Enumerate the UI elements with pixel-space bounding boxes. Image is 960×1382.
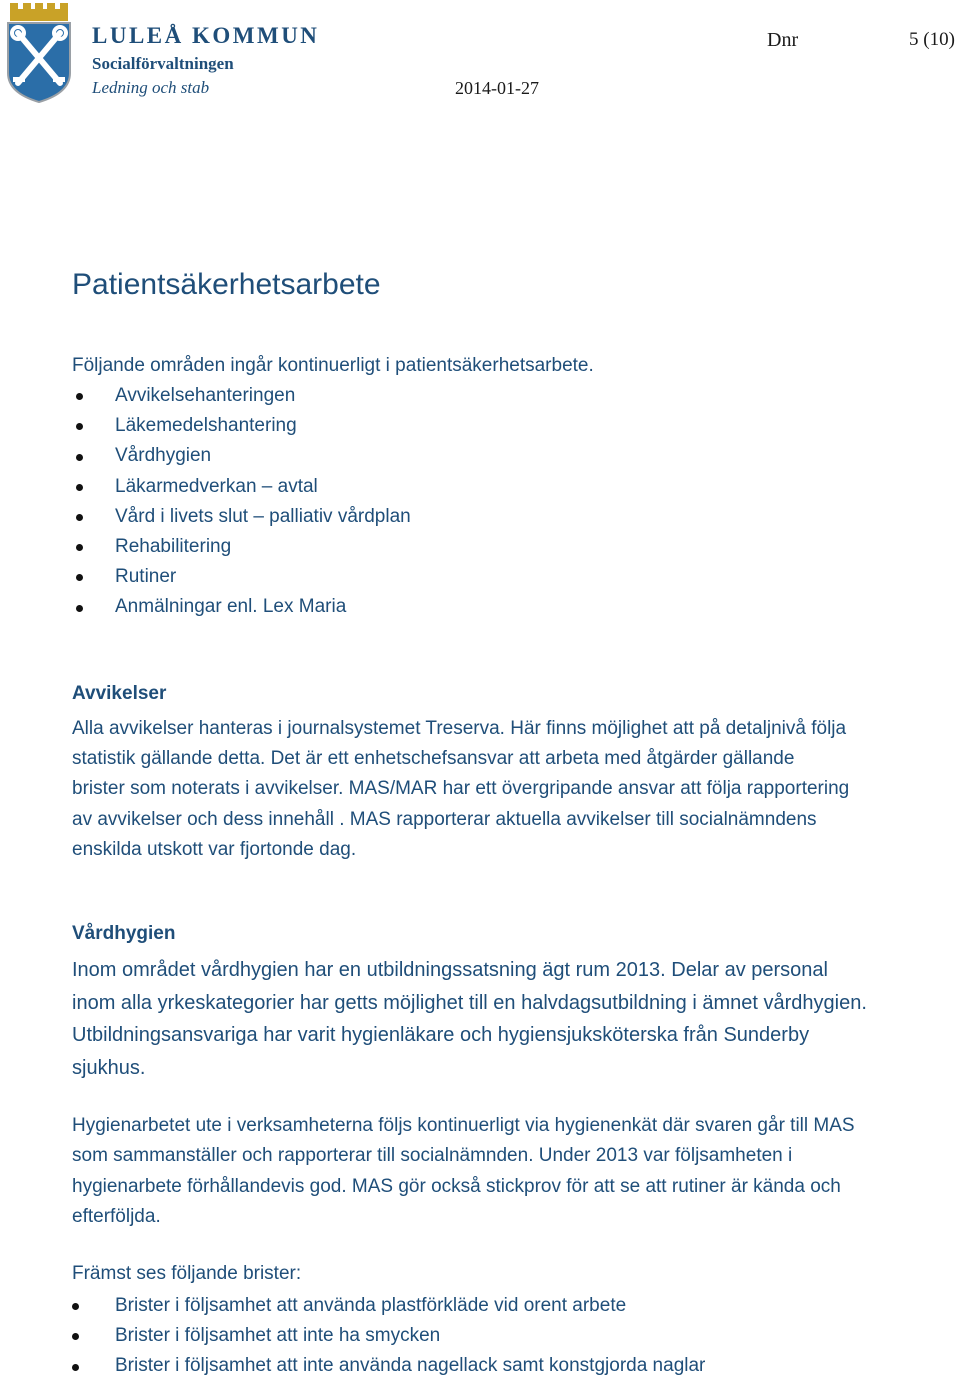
- brister-intro: Främst ses följande brister:: [72, 1263, 302, 1284]
- list-item: Rehabilitering: [72, 532, 411, 562]
- list-item: Brister i följsamhet att inte använda nagellack samt konstgjorda naglar: [72, 1351, 705, 1381]
- list-item: Vård i livets slut – palliativ vårdplan: [72, 502, 411, 532]
- list-item: Läkemedelshantering: [72, 411, 411, 441]
- avvikelser-heading: Avvikelser: [72, 683, 167, 704]
- list-item: Brister i följsamhet att inte ha smycken: [72, 1321, 705, 1351]
- list-item: Brister i följsamhet att använda plastförkläde vid orent arbete: [72, 1291, 705, 1321]
- list-item: Rutiner: [72, 562, 411, 592]
- lulea-coat-of-arms-icon: [4, 3, 74, 103]
- department-name: Socialförvaltningen: [92, 54, 234, 73]
- areas-list: [72, 381, 411, 623]
- vardhygien-text-1: Inom området vårdhygien har en utbildningssatsning ägt rum 2013. Delar av personal inom alla yrkeskategorier har getts möjlighet till en halvdagsutbildning i ämnet vårdhygien. Utbildningsansvariga har varit hygienläkare och hygiensjuksköterska från Sunderby sjukhus.: [72, 959, 867, 1079]
- list-item: Anmälningar enl. Lex Maria: [72, 592, 411, 622]
- vardhygien-heading: Vårdhygien: [72, 923, 176, 944]
- vardhygien-text-2: Hygienarbetet ute i verksamheterna följs kontinuerligt via hygienenkät där svaren går till MAS som sammanställer och rapporterar till socialnämnden. Under 2013 var följsamheten i hygienarbete förhållandevis god. MAS gör också stickprov för att se att rutiner är kända och efterföljda.: [72, 1115, 855, 1227]
- intro-text: Följande områden ingår kontinuerligt i patientsäkerhetsarbete.: [72, 355, 594, 376]
- document-date: 2014-01-27: [455, 78, 539, 98]
- page-number: 5 (10): [909, 29, 955, 50]
- list-item: Avvikelsehanteringen: [72, 381, 411, 411]
- brister-list: [72, 1291, 705, 1382]
- unit-name: Ledning och stab: [92, 78, 210, 97]
- list-item: Läkarmedverkan – avtal: [72, 472, 411, 502]
- organisation-name: LULEÅ KOMMUN: [92, 23, 320, 48]
- dnr-label: Dnr: [767, 29, 799, 51]
- avvikelser-text: Alla avvikelser hanteras i journalsystemet Treserva. Här finns möjlighet att på detaljnivå följa statistik gällande detta. Det är ett enhetschefsansvar att arbeta med åtgärder gällande brister som noterats i avvikelser. MAS/MAR har ett övergripande ansvar att följa rapportering av avvikelser och dess innehåll . MAS rapporterar aktuella avvikelser till socialnämndens enskilda utskott var fjortonde dag.: [72, 718, 850, 860]
- page-title: Patientsäkerhetsarbete: [72, 268, 381, 301]
- list-item: Vårdhygien: [72, 441, 411, 471]
